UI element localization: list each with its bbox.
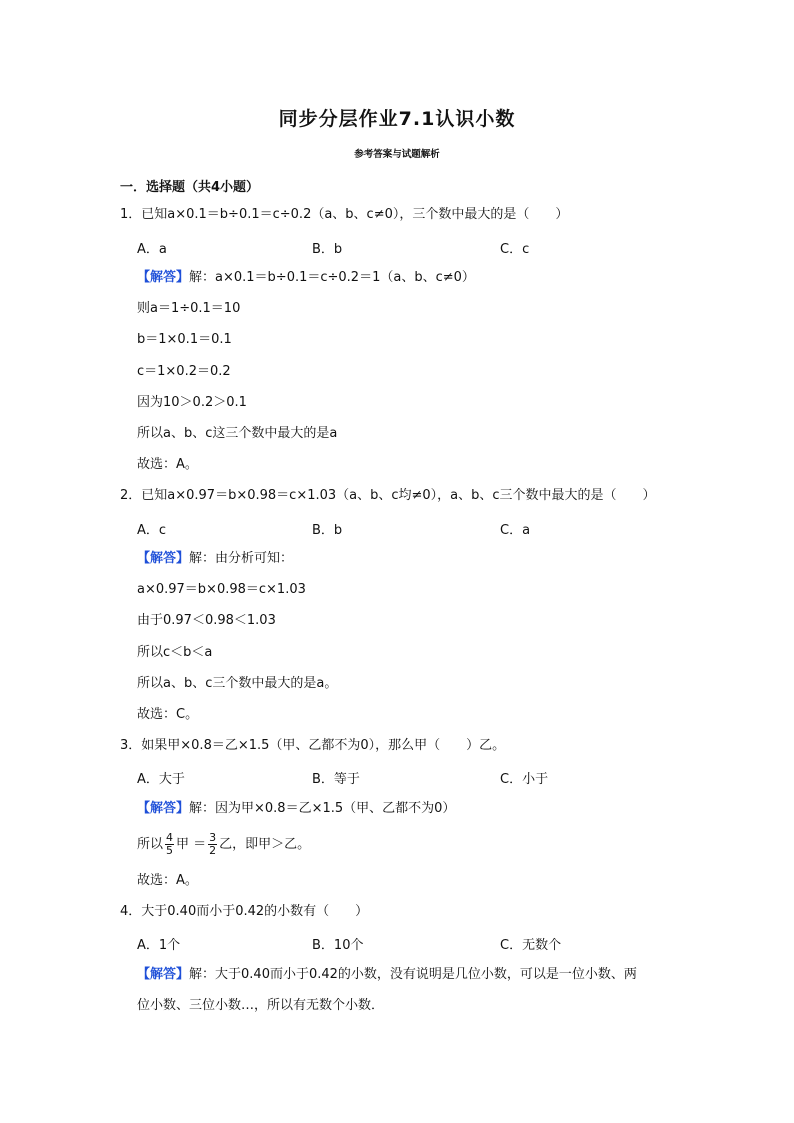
q4-answer-continuation: 位小数、三位小数…，所以有无数个小数． bbox=[137, 998, 385, 1013]
q3-answer-line bbox=[137, 800, 455, 818]
question-3-stem: 3．如果甲×0.8＝乙×1.5（甲、乙都不为0），那么甲（ ）乙。 bbox=[120, 738, 506, 753]
fraction-numerator: 4 bbox=[166, 831, 174, 844]
q1-step: 因为10＞0.2＞0.1 bbox=[137, 395, 247, 410]
q3-option-c: C．小于 bbox=[500, 772, 549, 787]
q3-option-b: B．等于 bbox=[312, 772, 360, 787]
q2-option-a: A．c bbox=[137, 523, 167, 538]
fraction-denominator: 2 bbox=[209, 844, 217, 857]
q2-option-c: C．a bbox=[500, 523, 531, 538]
q3-step: 故选：A。 bbox=[137, 873, 198, 888]
answer-tag: 【解答】 bbox=[137, 801, 190, 816]
q1-step: b＝1×0.1＝0.1 bbox=[137, 332, 232, 347]
fraction-prefix: 所以 bbox=[137, 837, 164, 852]
page-subtitle: 参考答案与试题解析 bbox=[354, 149, 440, 160]
answer-tag: 【解答】 bbox=[137, 551, 190, 566]
fraction-denominator: 5 bbox=[166, 844, 174, 857]
q2-step: 所以c＜b＜a bbox=[137, 645, 213, 660]
answer-text: 解：因为甲×0.8＝乙×1.5（甲、乙都不为0） bbox=[189, 801, 456, 816]
q2-step: 故选：C。 bbox=[137, 707, 199, 722]
q2-answer-line bbox=[137, 550, 293, 568]
fraction-4-5 bbox=[165, 832, 174, 857]
q1-step: 所以a、b、c这三个数中最大的是a bbox=[137, 426, 338, 441]
fraction-3-2 bbox=[208, 832, 217, 857]
question-2-stem: 2．已知a×0.97＝b×0.98＝c×1.03（a、b、c均≠0），a、b、c三个数中最大的是（ ） bbox=[120, 488, 656, 503]
q1-option-c: C．c bbox=[500, 242, 530, 257]
q4-option-c: C．无数个 bbox=[500, 938, 562, 953]
answer-text: 解：由分析可知： bbox=[189, 551, 294, 566]
q2-step: a×0.97＝b×0.98＝c×1.03 bbox=[137, 582, 306, 597]
q2-step: 由于0.97＜0.98＜1.03 bbox=[137, 613, 276, 628]
q1-option-a: A．a bbox=[137, 242, 167, 257]
answer-text: 解：大于0.40而小于0.42的小数，没有说明是几位小数，可以是一位小数、两 bbox=[189, 967, 637, 982]
question-1-stem: 1．已知a×0.1＝b÷0.1＝c÷0.2（a、b、c≠0），三个数中最大的是（ ） bbox=[120, 207, 569, 222]
q1-step: 则a＝1÷0.1＝10 bbox=[137, 301, 241, 316]
q4-answer-line bbox=[137, 966, 637, 984]
fraction-suffix: 乙，即甲＞乙。 bbox=[219, 837, 311, 852]
q2-option-b: B．b bbox=[312, 523, 343, 538]
q1-answer-line bbox=[137, 269, 475, 287]
q3-option-a: A．大于 bbox=[137, 772, 185, 787]
q4-option-b: B．10个 bbox=[312, 938, 364, 953]
q2-step: 所以a、b、c三个数中最大的是a。 bbox=[137, 676, 338, 691]
q3-fraction-line bbox=[137, 828, 310, 862]
answer-tag: 【解答】 bbox=[137, 967, 190, 982]
fraction-numerator: 3 bbox=[209, 831, 217, 844]
answer-tag: 【解答】 bbox=[137, 270, 190, 285]
fraction-mid: 甲 ＝ bbox=[176, 837, 207, 852]
answer-text: 解：a×0.1＝b÷0.1＝c÷0.2＝1（a、b、c≠0） bbox=[189, 270, 475, 285]
q1-step: c＝1×0.2＝0.2 bbox=[137, 364, 231, 379]
page-title: 同步分层作业7.1认识小数 bbox=[278, 108, 516, 130]
question-4-stem: 4．大于0.40而小于0.42的小数有（ ） bbox=[120, 904, 369, 919]
q1-step: 故选：A。 bbox=[137, 457, 198, 472]
section-heading: 一．选择题（共4小题） bbox=[120, 180, 260, 195]
q4-option-a: A．1个 bbox=[137, 938, 181, 953]
q1-option-b: B．b bbox=[312, 242, 343, 257]
